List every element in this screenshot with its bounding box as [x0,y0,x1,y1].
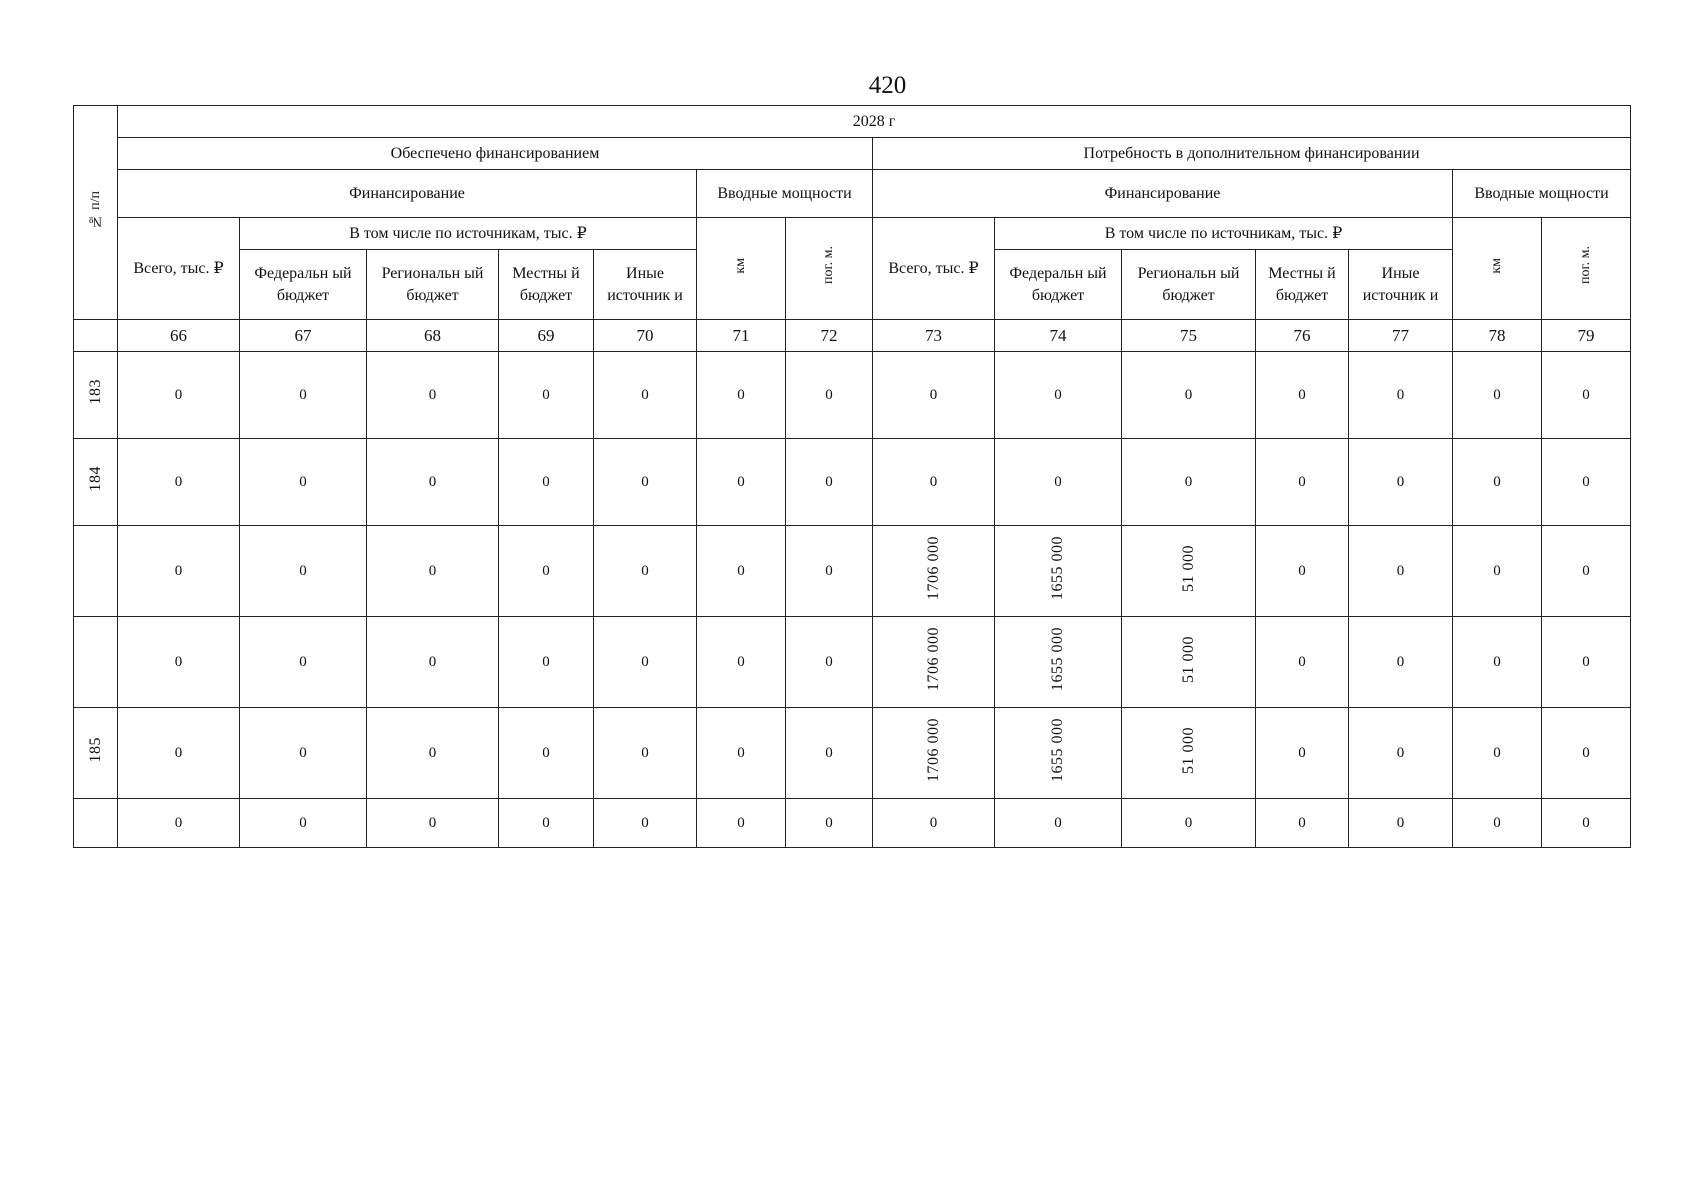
row-number-cell [74,526,118,617]
table-cell [594,708,697,799]
table-cell [499,439,594,526]
table-cell [594,617,697,708]
cell-value: 0 [542,387,550,403]
total-header-right: Всего, тыс. ₽ [873,218,995,320]
table-cell [1256,617,1349,708]
table-cell [786,617,873,708]
federal-budget-header-left: Федеральн ый бюджет [240,250,367,320]
table-cell [873,708,995,799]
table-cell [697,439,786,526]
table-cell [367,352,499,439]
cell-value: 1655 000 [1049,627,1066,691]
cell-value: 0 [428,474,437,490]
cell-value: 0 [542,563,550,579]
sources-header-right: В том числе по источникам, тыс. ₽ [995,218,1453,250]
table-row [74,439,1631,526]
cell-value: 0 [1298,387,1306,403]
cell-value: 0 [737,815,745,831]
cell-value: 0 [299,474,307,490]
column-number-cell: 75 [1122,320,1256,352]
table-cell [1122,352,1256,439]
table-cell [1122,617,1256,708]
cell-value: 0 [1582,387,1590,403]
cell-value: 0 [1493,563,1501,579]
table-cell [240,799,367,848]
table-cell [995,352,1122,439]
table-cell [1453,708,1542,799]
table-row [74,799,1631,848]
row-number-cell [74,617,118,708]
table-cell [1122,708,1256,799]
cell-value: 0 [1582,654,1590,670]
table-cell [995,526,1122,617]
cell-value: 0 [1582,563,1590,579]
year-header: 2028 г [118,106,1631,138]
table-cell [240,617,367,708]
column-number-blank [74,320,118,352]
table-cell [873,439,995,526]
km-header-right: км [1453,218,1542,320]
financing-table [73,105,1631,848]
table-cell [697,526,786,617]
cell-value: 0 [1582,745,1590,761]
table-cell [1122,799,1256,848]
financing-header-right: Финансирование [873,170,1453,218]
table-cell [1349,439,1453,526]
cell-value: 0 [174,387,183,403]
table-cell [1542,439,1631,526]
table-cell [367,799,499,848]
table-cell [118,439,240,526]
column-number-cell: 79 [1542,320,1631,352]
cell-value: 0 [737,387,745,403]
cell-value: 0 [299,815,307,831]
column-number-cell: 73 [873,320,995,352]
cell-value: 0 [1493,474,1501,490]
table-cell [1256,799,1349,848]
table-cell [240,708,367,799]
table-cell [118,526,240,617]
table-cell [594,352,697,439]
table-cell [118,352,240,439]
cell-value: 0 [1298,654,1306,670]
table-cell [1256,526,1349,617]
cell-value: 0 [542,474,550,490]
cell-value: 0 [1396,563,1405,579]
table-cell [118,617,240,708]
column-number-cell: 69 [499,320,594,352]
cell-value: 0 [737,654,745,670]
table-cell [1256,708,1349,799]
capacity-header-left: Вводные мощности [697,170,873,218]
column-number-cell: 66 [118,320,240,352]
row-number-header-label: № п/п [87,190,103,229]
table-cell [1122,526,1256,617]
row-number: 185 [86,737,104,763]
row-number-cell [74,799,118,848]
cell-value: 0 [428,745,437,761]
cell-value: 0 [428,654,437,670]
cell-value: 0 [737,745,745,761]
cell-value: 0 [641,563,649,579]
table-cell [1453,617,1542,708]
cell-value: 0 [1396,474,1405,490]
cell-value: 0 [1396,654,1405,670]
row-number: 184 [86,466,104,492]
table-cell [1542,352,1631,439]
column-number-cell: 71 [697,320,786,352]
table-cell [499,526,594,617]
total-header-left: Всего, тыс. ₽ [118,218,240,320]
cell-value: 0 [825,474,833,490]
table-cell [786,708,873,799]
column-number-cell: 68 [367,320,499,352]
table-cell [1349,352,1453,439]
table-cell [240,352,367,439]
cell-value: 0 [542,815,550,831]
cell-value: 51 000 [1179,635,1197,683]
cell-value: 0 [825,654,833,670]
table-row [74,708,1631,799]
table-cell [499,708,594,799]
table-cell [1542,526,1631,617]
table-cell [1349,799,1453,848]
cell-value: 0 [737,563,745,579]
table-cell [786,352,873,439]
table-cell [499,799,594,848]
table-row [74,526,1631,617]
table-cell [1349,617,1453,708]
table-cell [499,352,594,439]
local-budget-header-left: Местны й бюджет [499,250,594,320]
table-cell [367,617,499,708]
regional-budget-header-left: Региональн ый бюджет [367,250,499,320]
capacity-header-right: Вводные мощности [1453,170,1631,218]
column-number-row [74,320,1631,352]
cell-value: 1655 000 [1049,536,1066,600]
table-cell [873,617,995,708]
cell-value: 1706 000 [924,718,942,782]
cell-value: 0 [1054,387,1062,403]
table-cell [1453,799,1542,848]
table-cell [1542,799,1631,848]
cell-value: 0 [174,815,183,831]
column-number-cell: 70 [594,320,697,352]
column-number-cell: 77 [1349,320,1453,352]
cell-value: 0 [174,654,183,670]
regional-budget-header-right: Региональн ый бюджет [1122,250,1256,320]
table-cell [697,708,786,799]
cell-value: 0 [1184,387,1193,403]
table-cell [1256,439,1349,526]
cell-value: 0 [1184,815,1193,831]
cell-value: 0 [1184,474,1193,490]
cell-value: 0 [1396,815,1405,831]
cell-value: 0 [1493,387,1501,403]
meters-header-left: пог. м. [786,218,873,320]
cell-value: 0 [174,563,183,579]
cell-value: 1655 000 [1049,718,1066,782]
cell-value: 0 [174,745,183,761]
km-header-left: км [697,218,786,320]
cell-value: 0 [542,745,550,761]
cell-value: 0 [929,474,938,490]
cell-value: 0 [825,815,833,831]
table-cell [786,799,873,848]
table-cell [697,799,786,848]
row-number-cell [74,439,118,526]
cell-value: 0 [1493,654,1501,670]
cell-value: 0 [737,474,745,490]
cell-value: 0 [641,745,649,761]
table-row [74,352,1631,439]
cell-value: 1706 000 [924,627,942,691]
cell-value: 0 [641,654,649,670]
row-number: 183 [86,379,104,405]
cell-value: 0 [825,563,833,579]
cell-value: 51 000 [1179,544,1197,592]
table-cell [594,439,697,526]
table-cell [1453,526,1542,617]
cell-value: 0 [641,387,649,403]
cell-value: 0 [428,563,437,579]
table-cell [367,439,499,526]
row-number-cell [74,708,118,799]
page-number: 420 [868,72,907,99]
table-cell [1542,617,1631,708]
cell-value: 0 [641,815,649,831]
table-cell [873,526,995,617]
meters-header-right: пог. м. [1542,218,1631,320]
cell-value: 0 [641,474,649,490]
cell-value: 0 [299,745,307,761]
cell-value: 0 [542,654,550,670]
financing-header-left: Финансирование [118,170,697,218]
row-number-cell [74,352,118,439]
cell-value: 1706 000 [924,536,942,600]
table-cell [697,617,786,708]
table-cell [995,439,1122,526]
cell-value: 0 [1493,745,1501,761]
column-number-cell: 72 [786,320,873,352]
cell-value: 0 [1298,745,1306,761]
cell-value: 0 [1298,563,1306,579]
column-number-cell: 78 [1453,320,1542,352]
cell-value: 0 [1582,815,1590,831]
other-sources-header-right: Иные источник и [1349,250,1453,320]
table-cell [594,526,697,617]
column-number-cell: 76 [1256,320,1349,352]
cell-value: 0 [929,387,938,403]
column-number-cell: 74 [995,320,1122,352]
table-cell [995,617,1122,708]
additional-financing-header: Потребность в дополнительном финансировании [873,138,1631,170]
secured-financing-header: Обеспечено финансированием [118,138,873,170]
cell-value: 0 [299,654,307,670]
cell-value: 0 [1298,474,1306,490]
table-cell [697,352,786,439]
table-cell [1453,439,1542,526]
table-cell [240,526,367,617]
cell-value: 0 [1493,815,1501,831]
other-sources-header-left: Иные источник и [594,250,697,320]
table-cell [1453,352,1542,439]
cell-value: 0 [1054,474,1062,490]
cell-value: 0 [1396,387,1405,403]
cell-value: 0 [174,474,183,490]
table-cell [1349,526,1453,617]
table-cell [873,799,995,848]
table-cell [1349,708,1453,799]
sources-header-left: В том числе по источникам, тыс. ₽ [240,218,697,250]
table-cell [118,708,240,799]
table-cell [367,526,499,617]
table-cell [118,799,240,848]
table-cell [995,708,1122,799]
column-number-cell: 67 [240,320,367,352]
table-cell [1256,352,1349,439]
table-cell [367,708,499,799]
cell-value: 0 [1298,815,1306,831]
local-budget-header-right: Местны й бюджет [1256,250,1349,320]
table-cell [995,799,1122,848]
federal-budget-header-right: Федеральн ый бюджет [995,250,1122,320]
cell-value: 0 [1396,745,1405,761]
table-cell [1122,439,1256,526]
cell-value: 0 [299,563,307,579]
cell-value: 0 [825,745,833,761]
cell-value: 0 [929,815,938,831]
table-cell [499,617,594,708]
cell-value: 0 [1582,474,1590,490]
table-cell [786,526,873,617]
row-number-header [74,106,118,320]
table-cell [1542,708,1631,799]
table-cell [594,799,697,848]
table-cell [786,439,873,526]
cell-value: 0 [825,387,833,403]
cell-value: 0 [428,387,437,403]
cell-value: 0 [1054,815,1062,831]
cell-value: 51 000 [1179,726,1197,774]
table-row [74,617,1631,708]
cell-value: 0 [299,387,307,403]
cell-value: 0 [428,815,437,831]
table-cell [873,352,995,439]
table-cell [240,439,367,526]
